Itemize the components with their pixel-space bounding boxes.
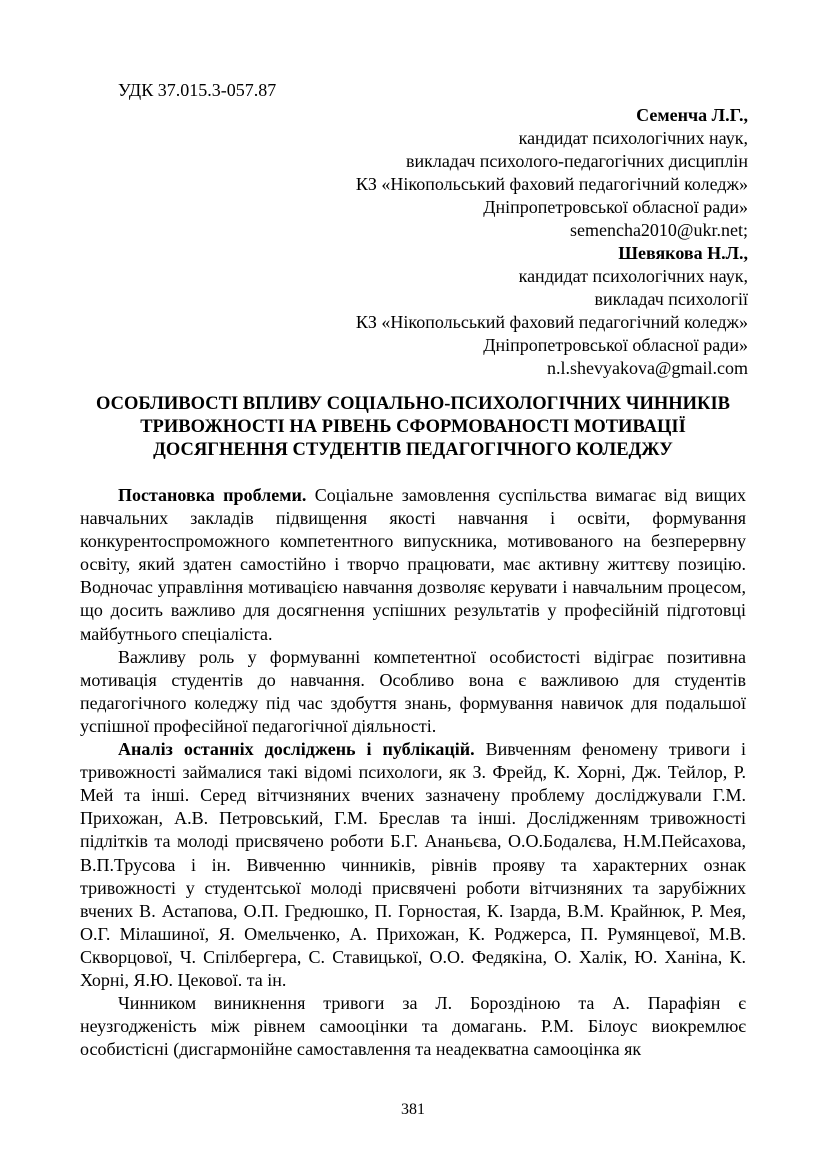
author-affiliation-line: КЗ «Нікопольський фаховий педагогічний коледж» bbox=[355, 312, 748, 332]
paragraph-text: Вивченням феномену тривоги і тривожності займалися такі відомі психологи, як З. Фрейд, К. Хорні, Дж. Тейлор, Р. Мей та інші. Серед вітчизняних вчених зазначену проблему досліджували Г.М. Прихожан, А.В. Петровський, Г.М. Бреслав та інші. Дослідженням тривожності підлітків та молоді присвячено роботи Б.Г. Ананьєва, О.О.Бодалєва, Н.М.Пейсахова, В.П.Трусова і ін. Вивченню чинників, рівнів прояву та характерних ознак тривожності у студентської молоді присвячені роботи вітчизняних та зарубіжних вчених В. Астапова, О.П. Гредюшко, П. Горностая, К. Ізарда, В.М. Крайнюк, Р. Мея, О.Г. Мілашиної, Я. Омельченко, А. Прихожан, К. Роджерса, П. Румянцевої, М.В. Скворцової, Ч. Спілбергера, С. Ставицької, О.О. Федякіна, О. Халік, Ю. Ханіна, К. Хорні, Я.Ю. Цекової. та ін. bbox=[80, 739, 746, 990]
author-affiliation-line: кандидат психологічних наук, bbox=[518, 128, 748, 148]
section-heading: Постановка проблеми. bbox=[118, 485, 307, 505]
body-paragraph bbox=[80, 738, 746, 992]
paragraph-text: Важливу роль у формуванні компетентної особистості відіграє позитивна мотивація студентів до навчання. Особливо вона є важливою для студентів педагогічного коледжу під час здобуття знань, формування навичок для подальшої успішної професійної педагогічної діяльності. bbox=[80, 646, 746, 736]
udk-code: УДК 37.015.3-057.87 bbox=[118, 80, 277, 100]
section-heading: Аналіз останніх досліджень і публікацій. bbox=[118, 739, 475, 760]
body-paragraph bbox=[80, 992, 746, 1061]
paper-title: ОСОБЛИВОСТІ ВПЛИВУ СОЦІАЛЬНО-ПСИХОЛОГІЧНИХ ЧИННИКІВ ТРИВОЖНОСТІ НА РІВЕНЬ СФОРМОВАНОСТІ МОТИВАЦІЇ ДОСЯГНЕННЯ СТУДЕНТІВ ПЕДАГОГІЧНОГО КОЛЕДЖУ bbox=[96, 394, 730, 460]
author-email: n.l.shevyakova@gmail.com bbox=[546, 358, 748, 378]
author-email: semencha2010@ukr.net; bbox=[569, 220, 748, 240]
page-number: 381 bbox=[401, 1101, 425, 1118]
author-affiliation-line: викладач психології bbox=[594, 289, 748, 309]
paragraph-text: Чинником виникнення тривоги за Л. Бороздіною та А. Парафіян є неузгодженість між рівнем самооцінки та домагань. Р.М. Білоус виокремлює особистісні (дисгармонійне самоставлення та неадекватна самооцінка як bbox=[80, 993, 746, 1060]
author-block bbox=[148, 104, 748, 380]
body-paragraph bbox=[80, 646, 746, 738]
author-affiliation-line: кандидат психологічних наук, bbox=[518, 266, 748, 286]
author-2 bbox=[148, 242, 748, 380]
author-affiliation-line: викладач психолого-педагогічних дисциплін bbox=[405, 151, 748, 171]
author-name: Семенча Л.Г., bbox=[636, 105, 748, 125]
author-affiliation-line: КЗ «Нікопольський фаховий педагогічний коледж» bbox=[355, 174, 748, 194]
paragraph-text: Соціальне замовлення суспільства вимагає від вищих навчальних закладів підвищення якості навчання і освіти, формування конкурентоспроможного компетентного випускника, мотивованого на безперервну освіту, який здатен самостійно і творчо працювати, має активну життєву позицію. Водночас управління мотивацією навчання дозволяє керувати і навчальним процесом, що досить важливо для досягнення успішних результатів у професійній підготовці майбутнього спеціаліста. bbox=[80, 485, 746, 644]
body-paragraph bbox=[80, 484, 746, 646]
author-name: Шевякова Н.Л., bbox=[618, 243, 748, 263]
author-affiliation-line: Дніпропетровської обласної ради» bbox=[483, 335, 748, 355]
author-affiliation-line: Дніпропетровської обласної ради» bbox=[483, 197, 748, 217]
author-1 bbox=[148, 104, 748, 242]
paper-body bbox=[80, 484, 746, 1061]
